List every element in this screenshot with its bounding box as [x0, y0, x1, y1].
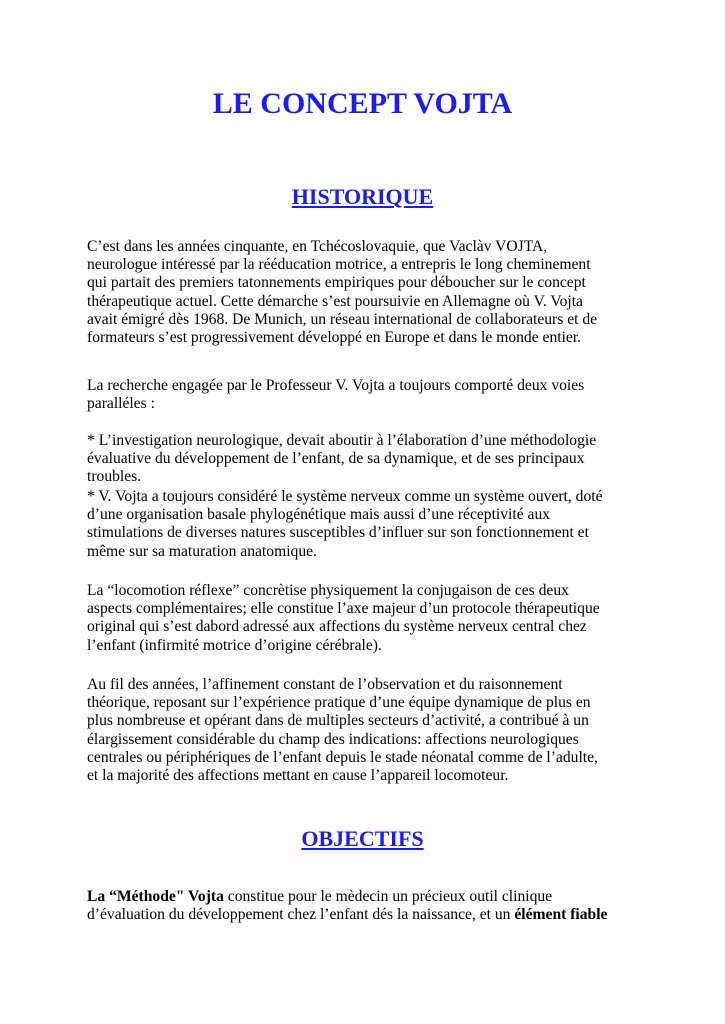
- text-line: neurologue intéressé par la rééducation motrice, a entrepris le long cheminement: [87, 256, 591, 274]
- text-line: avait émigré dès 1968. De Munich, un réseau international de collaborateurs et de: [87, 310, 598, 328]
- text-line: aspects complémentaires; elle constitue l’axe majeur d’un protocole thérapeutique: [87, 600, 600, 618]
- document-title: LE CONCEPT VOJTA: [212, 87, 513, 120]
- paragraph-bullet-investigation: [87, 432, 647, 487]
- text-line: La recherche engagée par le Professeur V. Vojta a toujours comporté deux voies: [87, 377, 585, 394]
- text-run: d’évaluation du développement chez l’enfant dés la naissance, et un: [87, 906, 515, 924]
- bold-phrase-methode-vojta: La “Méthode" Vojta: [87, 888, 224, 905]
- text-run: constitue pour le mèdecin un précieux outil clinique: [223, 888, 553, 905]
- section-heading-objectifs: OBJECTIFS: [301, 826, 424, 851]
- paragraph-locomotion-reflexe: [87, 582, 647, 655]
- paragraph-fil-des-annees: [87, 676, 647, 785]
- paragraph-objectifs-intro: [87, 888, 647, 924]
- text-line: paralléles :: [87, 395, 155, 413]
- text-line: centrales ou périphériques de l’enfant depuis le stade néonatal comme de l’adulte,: [87, 748, 598, 766]
- bold-phrase-element-fiable: élément fiable: [514, 906, 608, 924]
- paragraph-historique-intro: [87, 238, 647, 347]
- text-line: troubles.: [87, 468, 142, 486]
- text-line: formateurs s’est progressivement développé en Europe et dans le monde entier.: [87, 329, 582, 347]
- text-line: Au fil des années, l’affinement constant de l’observation et du raisonnement: [87, 676, 563, 693]
- text-line: élargissement considérable du champ des indications: affections neurologiques: [87, 730, 579, 748]
- text-line: C’est dans les années cinquante, en Tchécoslovaquie, que Vaclàv VOJTA,: [87, 238, 548, 255]
- text-line: et la majorité des affections mettant en cause l’appareil locomoteur.: [87, 767, 509, 785]
- text-line: théorique, reposant sur l’expérience pratique d’une équipe dynamique de plus en: [87, 694, 591, 712]
- text-line: * L’investigation neurologique, devait aboutir à l’élaboration d’une méthodologie: [87, 432, 597, 449]
- text-line: [87, 888, 647, 906]
- text-line: évaluative du développement de l’enfant, de sa dynamique, et de ses principaux: [87, 450, 585, 468]
- text-line: * V. Vojta a toujours considéré le système nerveux comme un système ouvert, doté: [87, 488, 603, 505]
- text-line: même sur sa maturation anatomique.: [87, 542, 317, 560]
- text-line: La “locomotion réflexe” concrètise physiquement la conjugaison de ces deux: [87, 582, 569, 599]
- text-line: stimulations de diverses natures susceptibles d’influer sur son fonctionnement et: [87, 524, 589, 542]
- section-heading-historique: HISTORIQUE: [291, 184, 434, 209]
- text-line: [87, 906, 647, 924]
- text-line: qui partait des premiers tatonnements empiriques pour déboucher sur le concept: [87, 274, 586, 292]
- text-line: d’une organisation basale phylogénétique mais aussi d’une réceptivité aux: [87, 506, 551, 524]
- paragraph-bullet-systeme-nerveux: [87, 488, 647, 561]
- text-line: l’enfant (infirmité motrice d’origine cérébrale).: [87, 636, 382, 654]
- text-line: plus nombreuse et opérant dans de multiples secteurs d’activité, a contribué à un: [87, 712, 589, 730]
- paragraph-recherche: [87, 377, 647, 413]
- text-line: original qui s’est dabord adressé aux affections du système nerveux central chez: [87, 618, 587, 636]
- text-line: thérapeutique actuel. Cette démarche s’est poursuivie en Allemagne où V. Vojta: [87, 292, 583, 310]
